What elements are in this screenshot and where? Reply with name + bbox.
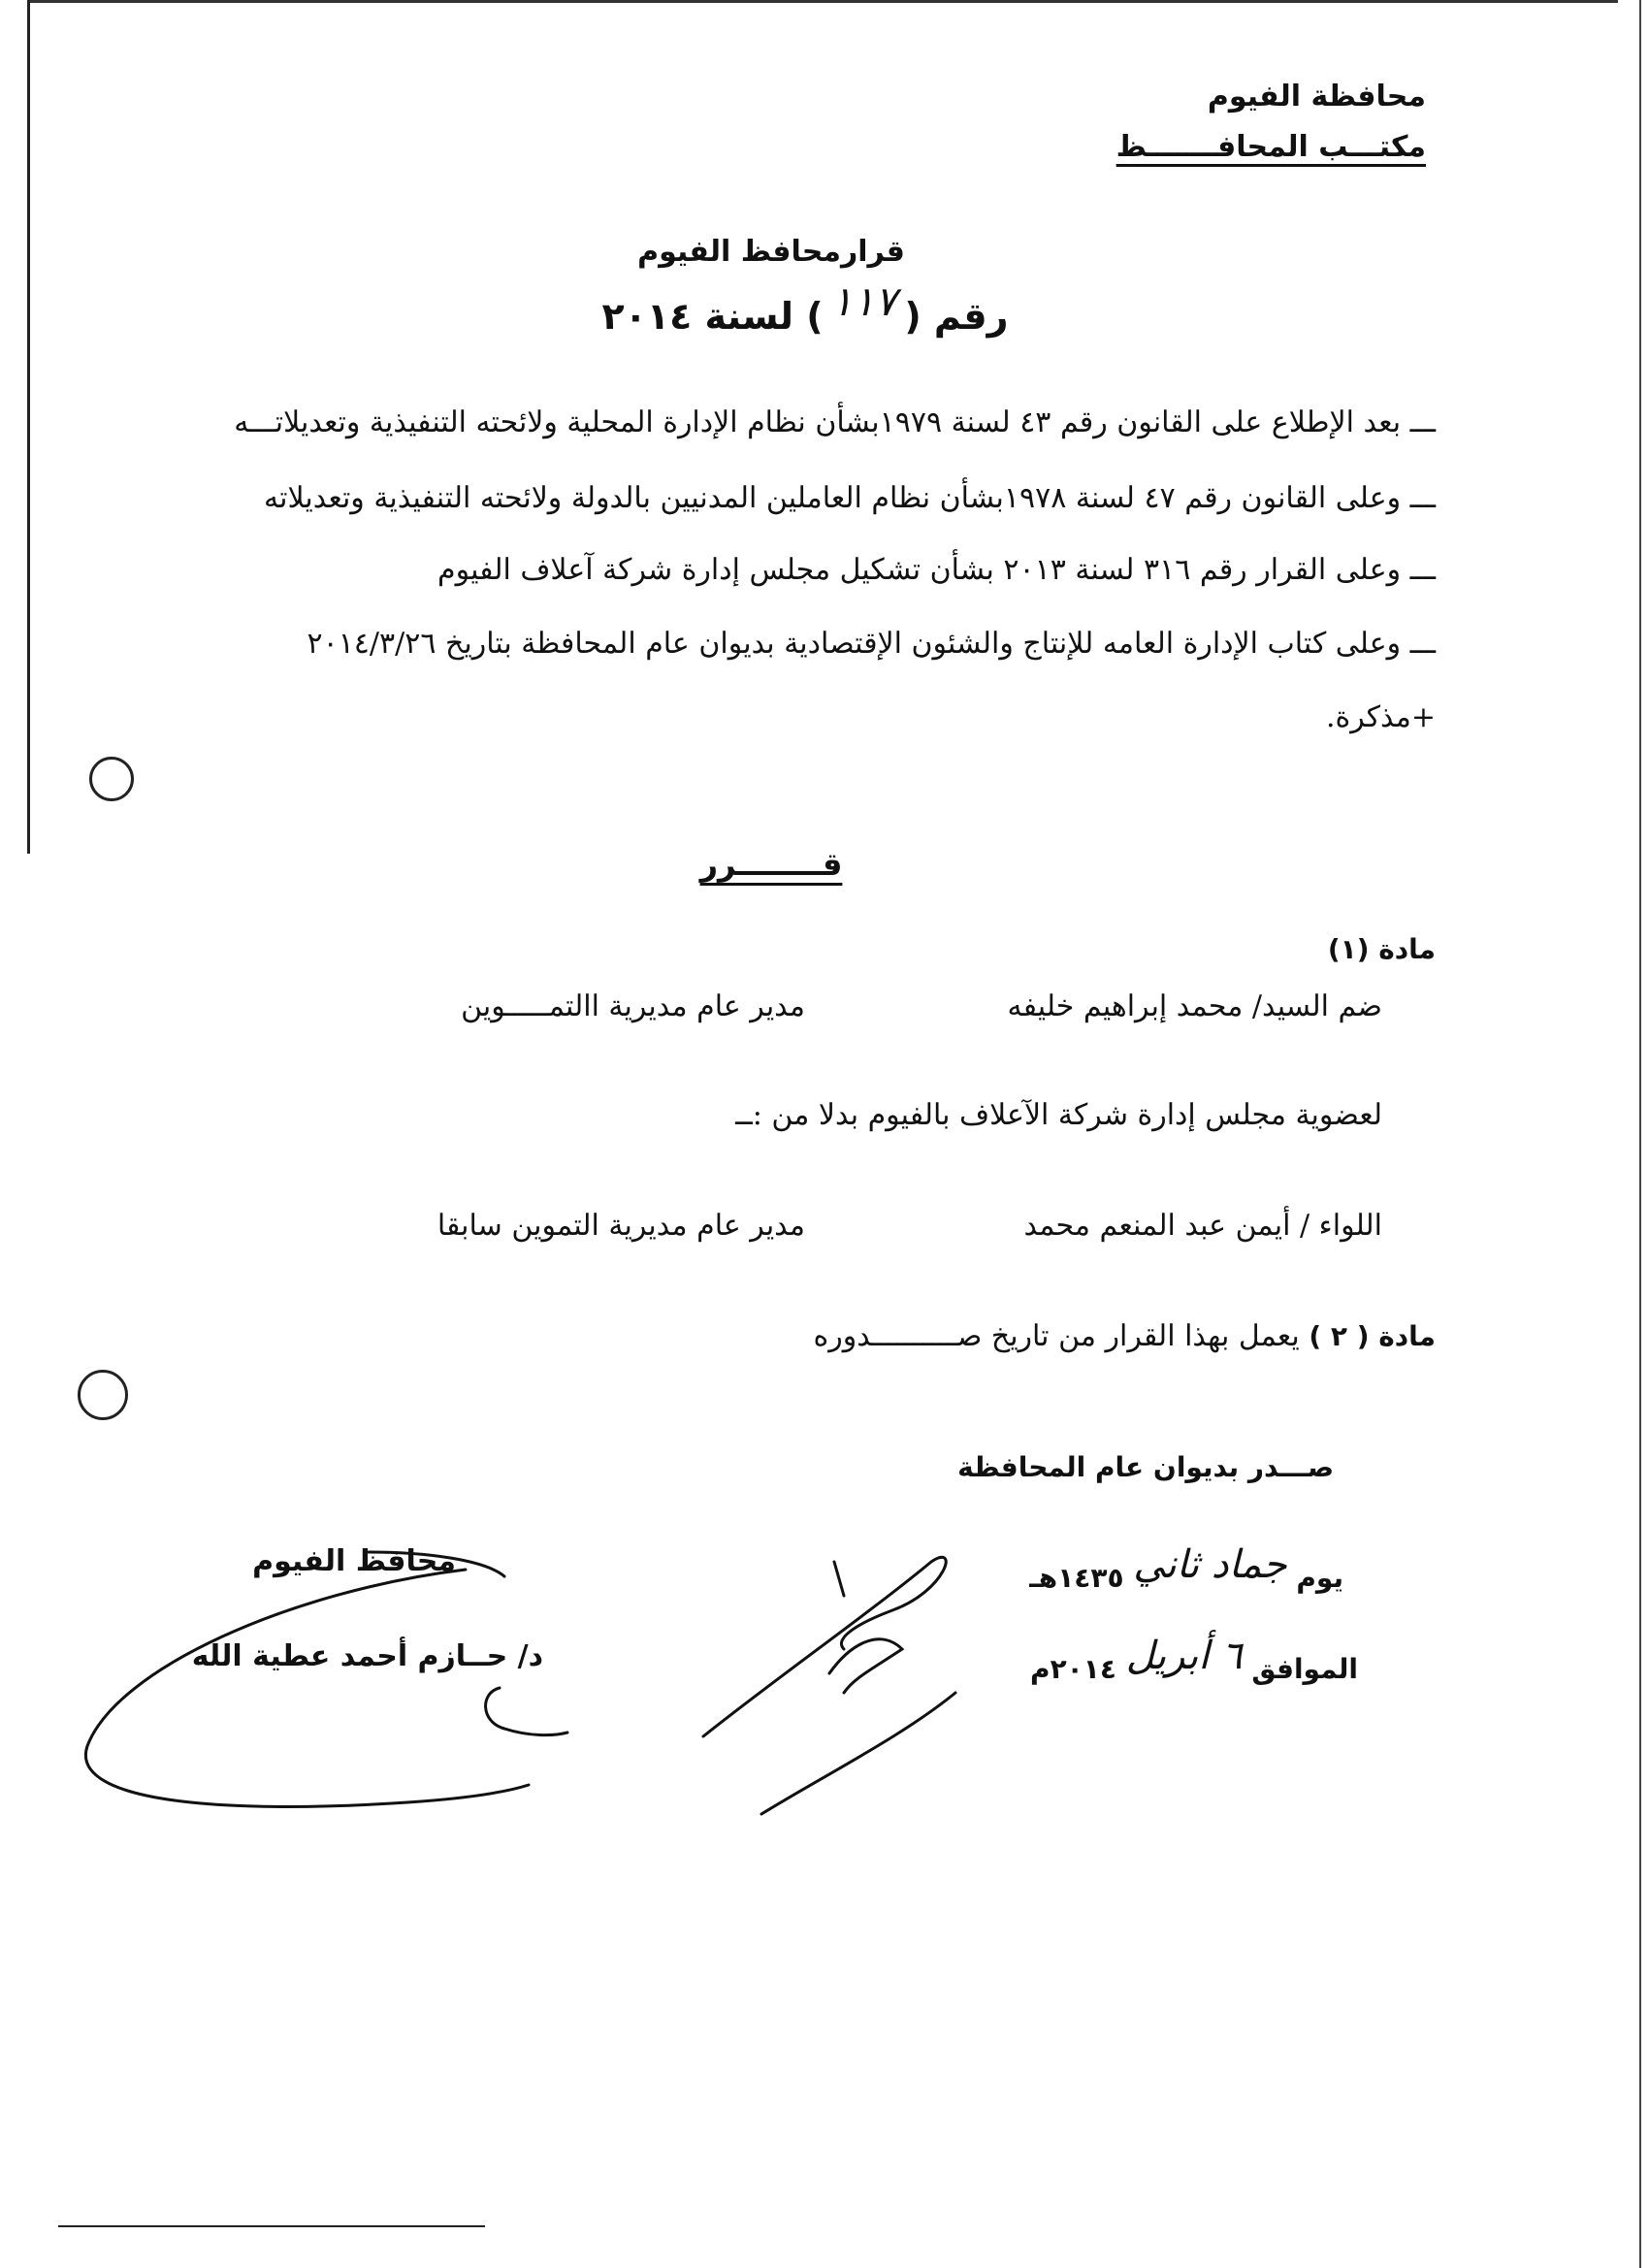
office-heading: مكتـــب المحافـــــــظ: [1116, 130, 1426, 164]
punch-hole-mark: [89, 757, 134, 801]
gregorian-year: ٢٠١٤م: [1030, 1653, 1116, 1685]
hijri-date-line: [1029, 1542, 1343, 1597]
hijri-year: ١٤٣٥هـ: [1029, 1562, 1124, 1594]
day-label: يوم: [1296, 1562, 1343, 1594]
scan-edge-top: [27, 0, 1618, 3]
decided-heading: قــــــــرر: [699, 846, 843, 883]
initials-signature-mark: [703, 1557, 946, 1736]
decree-number: [0, 277, 1649, 339]
article-2-heading: مادة ( ٢ ): [1309, 1320, 1436, 1352]
scan-edge-left: [27, 0, 30, 854]
initials-signature-mark: [829, 1639, 902, 1693]
punch-hole-mark: [78, 1370, 128, 1420]
preamble-line: ـــ وعلى القرار رقم ٣١٦ لسنة ٢٠١٣ بشأن تشكيل مجلس إدارة شركة آعلاف الفيوم: [437, 553, 1436, 587]
decree-number-suffix: ) لسنة ٢٠١٤: [601, 295, 824, 338]
article-1-heading: مادة (١): [1327, 933, 1436, 965]
replaced-name: اللواء / أيمن عبد المنعم محمد: [1023, 1209, 1382, 1243]
day-handwritten: جماد ثاني: [1133, 1542, 1287, 1587]
article-2: [814, 1319, 1437, 1353]
join-position: مدير عام مديرية االتمـــــوين: [461, 989, 805, 1023]
preamble-line: ـــ بعد الإطلاع على القانون رقم ٤٣ لسنة ١٩٧٩بشأن نظام الإدارة المحلية ولائحته التنفيذية وتعديلاتـــه: [234, 405, 1436, 439]
governorate-heading: محافظة الفيوم: [1207, 80, 1426, 113]
gregorian-date-line: [1030, 1634, 1358, 1688]
corresponding-label: الموافق: [1251, 1653, 1358, 1685]
preamble-line: ـــ وعلى القانون رقم ٤٧ لسنة ١٩٧٨بشأن نظام العاملين المدنيين بالدولة ولائحته التنفيذية وتعديلاته: [264, 481, 1436, 515]
decree-number-handwritten: ١١٧: [830, 277, 897, 325]
decree-number-prefix: رقم (: [904, 295, 1009, 338]
month-handwritten: ٦ أبريل: [1125, 1634, 1243, 1678]
footer-rule: [58, 2225, 485, 2227]
signatory-title: محافظ الفيوم: [252, 1544, 456, 1578]
scan-edge-right: [1639, 0, 1641, 2268]
initials-signature-mark: [834, 1562, 844, 1596]
initials-signature-mark: [761, 1693, 955, 1814]
preamble-line: +مذكرة.: [1325, 700, 1436, 734]
join-name: ضم السيد/ محمد إبراهيم خليفه: [1007, 989, 1382, 1023]
governor-signature-loop: [85, 1570, 529, 1806]
preamble-line: ـــ وعلى كتاب الإدارة العامه للإنتاج والشئون الإقتصادية بديوان عام المحافظة بتاريخ ٢٠١٤/٣/٢٦: [307, 627, 1436, 661]
governor-signature-loop: [486, 1688, 567, 1735]
issued-at: صـــدر بديوان عام المحافظة: [957, 1451, 1334, 1483]
replaced-position: مدير عام مديرية التموين سابقا: [436, 1209, 805, 1243]
membership-text: لعضوية مجلس إدارة شركة الآعلاف بالفيوم بدلا من :ــ: [735, 1098, 1382, 1132]
article-2-text: يعمل بهذا القرار من تاريخ صــــــــــدوره: [813, 1319, 1300, 1353]
decree-title: قرارمحافظ الفيوم: [637, 235, 905, 269]
signatory-name: د/ حــازم أحمد عطية الله: [191, 1639, 543, 1673]
